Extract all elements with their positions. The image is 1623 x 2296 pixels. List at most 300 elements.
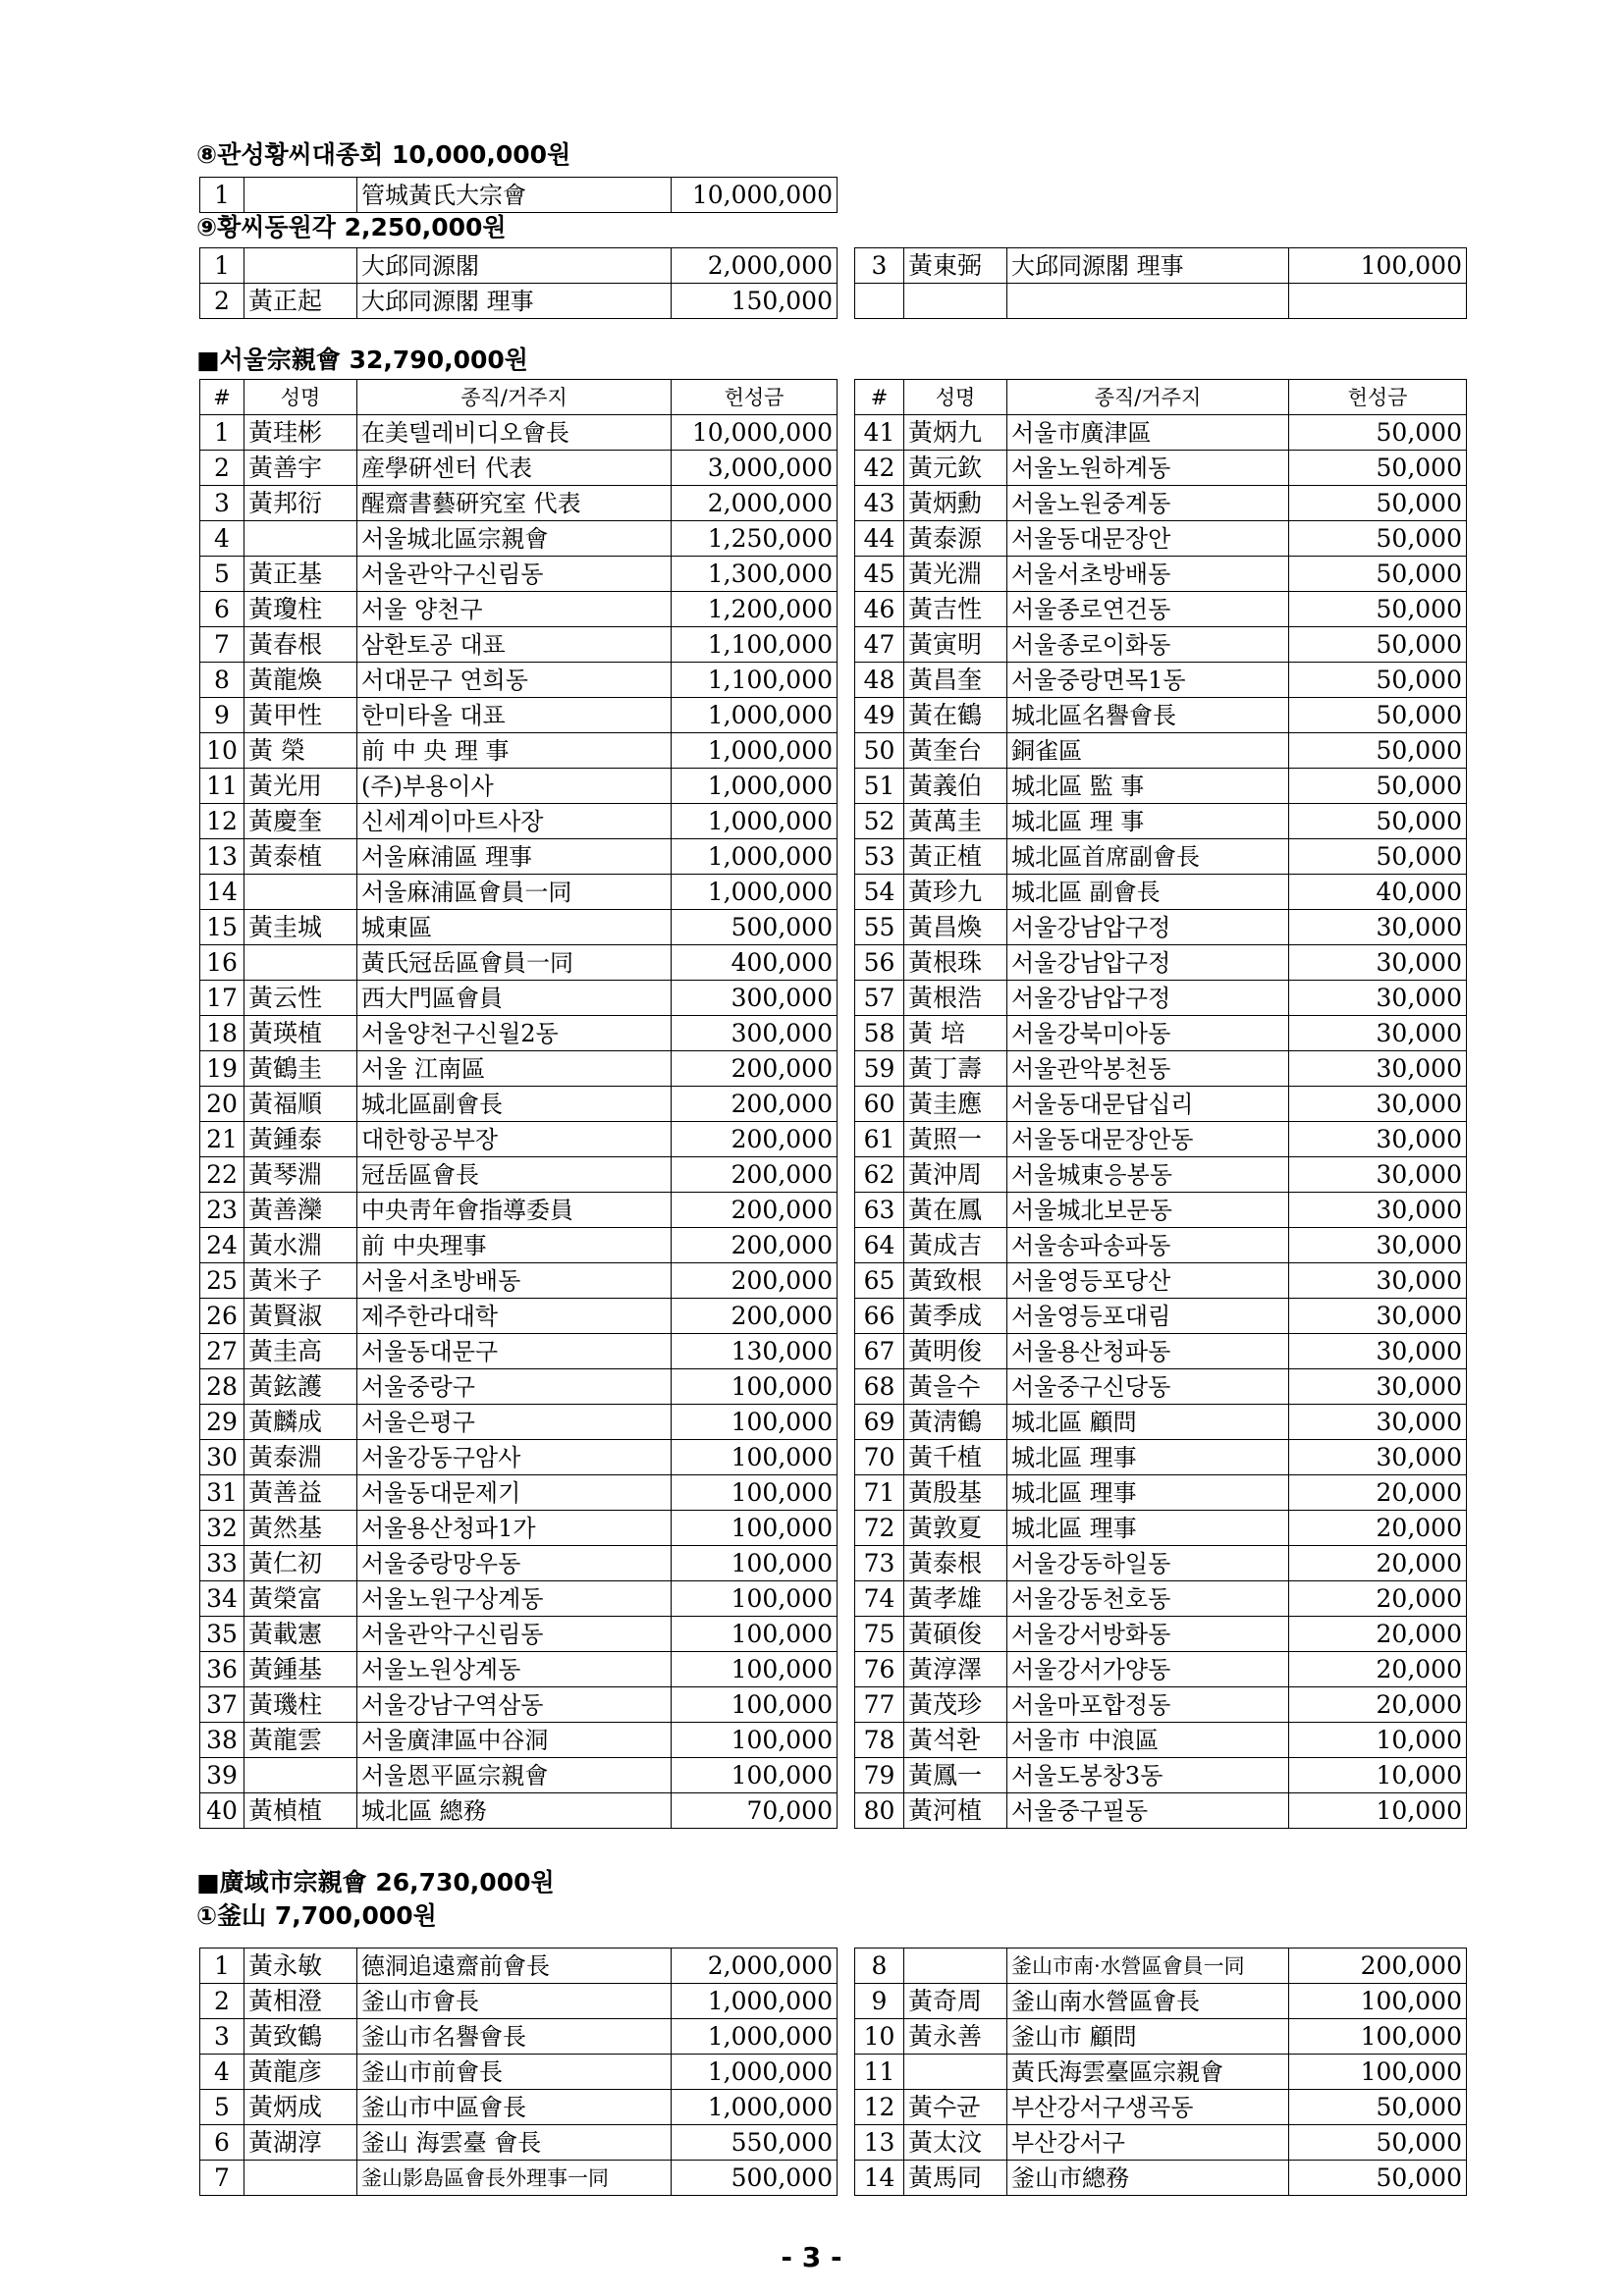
cell-amount: 30,000 [1289,1122,1467,1157]
column-gap [838,981,855,1016]
cell-name: 黃을수 [904,1369,1007,1405]
table-row [200,2090,1467,2125]
cell-affiliation: 서울강서방화동 [1007,1617,1289,1652]
cell-amount: 10,000,000 [672,415,838,451]
cell-affiliation: 서울동대문구 [357,1334,672,1369]
cell-number: 26 [200,1299,244,1334]
cell-affiliation: 釜山南水營區會長 [1007,1984,1289,2019]
cell-number: 46 [855,592,904,627]
cell-affiliation: 서울강남구역삼동 [357,1687,672,1723]
cell-number: 60 [855,1087,904,1122]
table-row [200,415,1467,451]
cell-number: 54 [855,875,904,910]
cell-amount: 100,000 [672,1369,838,1405]
cell-amount: 400,000 [672,945,838,981]
cell-amount: 150,000 [672,284,838,319]
cell-number: 35 [200,1617,244,1652]
cell-amount: 30,000 [1289,945,1467,981]
cell-name: 黃馬同 [904,2161,1007,2196]
cell-amount: 100,000 [672,1581,838,1617]
cell-amount: 1,000,000 [672,804,838,839]
table-row [200,1793,1467,1829]
cell-number: 30 [200,1440,244,1475]
cell-affiliation: 서울용산청파동 [1007,1334,1289,1369]
cell-name: 黃萬圭 [904,804,1007,839]
cell-name: 黃仁初 [244,1546,357,1581]
cell-affiliation: 서울서초방배동 [357,1263,672,1299]
cell-amount: 10,000 [1289,1758,1467,1793]
column-gap [838,1369,855,1405]
table-row [200,1758,1467,1793]
cell-number: 76 [855,1652,904,1687]
cell-number: 32 [200,1511,244,1546]
column-gap [838,1228,855,1263]
cell-affiliation: 釜山市前會長 [357,2055,672,2090]
cell-number: 69 [855,1405,904,1440]
cell-name: 黃根浩 [904,981,1007,1016]
cell-affiliation: 부산강서구생곡동 [1007,2090,1289,2125]
cell-number: 40 [200,1793,244,1829]
column-gap [838,2055,855,2090]
cell-name: 黃然基 [244,1511,357,1546]
cell-amount: 100,000 [672,1617,838,1652]
cell-name: 黃 榮 [244,733,357,769]
cell-name [244,2161,357,2196]
cell-number: 14 [200,875,244,910]
cell-name: 黃璣柱 [244,1687,357,1723]
column-gap [838,1546,855,1581]
cell-amount: 20,000 [1289,1617,1467,1652]
cell-amount: 30,000 [1289,910,1467,945]
cell-number: 10 [200,733,244,769]
cell-amount: 200,000 [1289,1949,1467,1984]
cell-number: 62 [855,1157,904,1193]
cell-affiliation: 서울관악봉천동 [1007,1051,1289,1087]
cell-number: 6 [200,592,244,627]
cell-number: 12 [855,2090,904,2125]
cell-amount: 200,000 [672,1157,838,1193]
cell-number: 22 [200,1157,244,1193]
cell-affiliation: 서울노원하계동 [1007,451,1289,486]
cell-affiliation: 醒齋書藝硏究室 代表 [357,486,672,521]
table-row [200,1228,1467,1263]
cell-affiliation: 서울강서가양동 [1007,1652,1289,1687]
cell-amount: 100,000 [672,1405,838,1440]
cell-affiliation: 冠岳區會長 [357,1157,672,1193]
cell-number: 58 [855,1016,904,1051]
cell-name: 黃淳澤 [904,1652,1007,1687]
cell-affiliation: 서울노원중계동 [1007,486,1289,521]
cell-amount: 200,000 [672,1299,838,1334]
table-row [200,875,1467,910]
cell-amount: 100,000 [672,1511,838,1546]
cell-amount: 1,250,000 [672,521,838,557]
table-row [200,2125,1467,2161]
cell-amount: 100,000 [672,1652,838,1687]
cell-affiliation: 서대문구 연희동 [357,663,672,698]
cell-number: 56 [855,945,904,981]
cell-number: 39 [200,1758,244,1793]
cell-amount [1289,284,1467,319]
cell-number: 63 [855,1193,904,1228]
cell-number: 13 [855,2125,904,2161]
table-row [200,451,1467,486]
table-row [200,733,1467,769]
section-title-seoul: ■서울宗親會 32,790,000원 [196,346,528,374]
cell-number: 12 [200,804,244,839]
cell-name [244,178,357,213]
cell-amount: 50,000 [1289,451,1467,486]
cell-number: 23 [200,1193,244,1228]
cell-number: 31 [200,1475,244,1511]
cell-name: 黃相澄 [244,1984,357,2019]
cell-amount: 100,000 [1289,248,1467,284]
cell-name: 黃千植 [904,1440,1007,1475]
cell-amount: 50,000 [1289,557,1467,592]
column-gap [838,1299,855,1334]
column-gap [838,1440,855,1475]
cell-name: 黃龍煥 [244,663,357,698]
cell-affiliation: 서울市廣津區 [1007,415,1289,451]
column-gap [838,1687,855,1723]
cell-amount: 100,000 [672,1475,838,1511]
cell-number: 1 [200,248,244,284]
cell-amount: 100,000 [672,1758,838,1793]
cell-name: 黃榮富 [244,1581,357,1617]
cell-number: 5 [200,557,244,592]
cell-name: 黃米子 [244,1263,357,1299]
cell-number: 7 [200,2161,244,2196]
table-row [200,663,1467,698]
cell-amount: 1,200,000 [672,592,838,627]
cell-affiliation: 서울강남압구정 [1007,981,1289,1016]
cell-name: 黃元欽 [904,451,1007,486]
column-gap [838,1016,855,1051]
table-row [200,1334,1467,1369]
cell-affiliation: 城北區 理事 [1007,1475,1289,1511]
table-header-row [200,380,1467,415]
cell-amount: 1,000,000 [672,1984,838,2019]
cell-amount: 2,000,000 [672,248,838,284]
cell-name: 黃永敏 [244,1949,357,1984]
column-gap [838,1511,855,1546]
cell-affiliation: 釜山市名譽會長 [357,2019,672,2055]
cell-affiliation: 釜山市會長 [357,1984,672,2019]
cell-name: 黃季成 [904,1299,1007,1334]
cell-affiliation: 서울 양천구 [357,592,672,627]
cell-name: 黃泰植 [244,839,357,875]
cell-name: 黃석환 [904,1723,1007,1758]
cell-name [904,1949,1007,1984]
cell-name: 黃明俊 [904,1334,1007,1369]
table-row [200,1122,1467,1157]
cell-amount: 30,000 [1289,981,1467,1016]
cell-name: 黃丁壽 [904,1051,1007,1087]
cell-number: 80 [855,1793,904,1829]
table-row [200,1299,1467,1334]
cell-number: 1 [200,415,244,451]
section-title-busan: ①釜山 7,700,000원 [196,1901,437,1930]
cell-amount: 30,000 [1289,1299,1467,1334]
cell-amount: 2,000,000 [672,1949,838,1984]
cell-number: 75 [855,1617,904,1652]
cell-amount: 10,000 [1289,1793,1467,1829]
cell-amount: 30,000 [1289,1440,1467,1475]
cell-name: 黃龍彦 [244,2055,357,2090]
cell-name: 黃수균 [904,2090,1007,2125]
cell-number: 52 [855,804,904,839]
cell-affiliation: 서울영등포대림 [1007,1299,1289,1334]
cell-affiliation: 서울마포합정동 [1007,1687,1289,1723]
cell-number: 59 [855,1051,904,1087]
cell-number: 47 [855,627,904,663]
cell-affiliation: 西大門區會員 [357,981,672,1016]
column-gap [838,663,855,698]
cell-number: 57 [855,981,904,1016]
cell-number: 10 [855,2019,904,2055]
column-gap [838,733,855,769]
cell-name: 黃珪彬 [244,415,357,451]
cell-number: 3 [855,248,904,284]
cell-name: 黃沖周 [904,1157,1007,1193]
table-row [200,1016,1467,1051]
cell-amount: 30,000 [1289,1228,1467,1263]
cell-affiliation: 大邱同源閣 理事 [357,284,672,319]
cell-amount: 30,000 [1289,1157,1467,1193]
cell-affiliation: 서울恩平區宗親會 [357,1758,672,1793]
table-row [200,839,1467,875]
cell-amount: 200,000 [672,1263,838,1299]
cell-amount: 500,000 [672,910,838,945]
column-gap [838,284,855,319]
cell-affiliation: 서울市 中浪區 [1007,1723,1289,1758]
cell-affiliation: 서울동대문장안동 [1007,1122,1289,1157]
cell-affiliation: 大邱同源閣 [357,248,672,284]
cell-amount: 50,000 [1289,627,1467,663]
cell-affiliation: 서울강동하일동 [1007,1546,1289,1581]
section-title-dongwongak: ⑨황씨동원각 2,250,000원 [196,213,507,241]
cell-amount: 200,000 [672,1087,838,1122]
cell-amount: 1,000,000 [672,875,838,910]
cell-number: 61 [855,1122,904,1157]
cell-number: 5 [200,2090,244,2125]
cell-amount: 100,000 [1289,2055,1467,2090]
cell-affiliation [1007,284,1289,319]
cell-name: 黃鍾泰 [244,1122,357,1157]
cell-amount: 1,000,000 [672,2055,838,2090]
cell-name: 黃鍾基 [244,1652,357,1687]
cell-affiliation: 釜山市 顧問 [1007,2019,1289,2055]
cell-name: 黃正基 [244,557,357,592]
cell-number: 44 [855,521,904,557]
cell-amount: 30,000 [1289,1087,1467,1122]
cell-number: 21 [200,1122,244,1157]
column-header: 종직/거주지 [1007,380,1289,415]
column-gap [838,1617,855,1652]
cell-affiliation: 城東區 [357,910,672,945]
cell-name: 黃致根 [904,1263,1007,1299]
column-gap [838,2161,855,2196]
cell-name: 黃碩俊 [904,1617,1007,1652]
cell-affiliation: 釜山市南·水營區會員一同 [1007,1949,1289,1984]
table-row [200,521,1467,557]
cell-amount: 100,000 [672,1687,838,1723]
cell-number: 38 [200,1723,244,1758]
cell-amount: 50,000 [1289,2161,1467,2196]
column-gap [838,486,855,521]
cell-name: 黃昌煥 [904,910,1007,945]
cell-affiliation: 서울城東응봉동 [1007,1157,1289,1193]
table-row [200,1475,1467,1511]
table-row [200,1723,1467,1758]
cell-amount: 3,000,000 [672,451,838,486]
column-gap [838,1723,855,1758]
column-header: 성명 [904,380,1007,415]
cell-amount: 200,000 [672,1122,838,1157]
table-row [200,248,1467,284]
cell-affiliation: 서울중구신당동 [1007,1369,1289,1405]
cell-number: 73 [855,1546,904,1581]
cell-affiliation: 城北區 監 事 [1007,769,1289,804]
cell-number: 1 [200,1949,244,1984]
cell-amount: 100,000 [672,1546,838,1581]
table-row [200,769,1467,804]
cell-number: 9 [200,698,244,733]
cell-amount: 20,000 [1289,1511,1467,1546]
cell-affiliation: 서울송파송파동 [1007,1228,1289,1263]
table-row [200,627,1467,663]
cell-affiliation: 釜山市中區會長 [357,2090,672,2125]
cell-affiliation: 城北區 顧問 [1007,1405,1289,1440]
cell-name: 黃在鶴 [904,698,1007,733]
cell-amount: 200,000 [672,1228,838,1263]
column-gap [838,1087,855,1122]
cell-affiliation: 서울城北보문동 [1007,1193,1289,1228]
cell-name: 黃水淵 [244,1228,357,1263]
cell-number: 9 [855,1984,904,2019]
cell-name: 黃炳勳 [904,486,1007,521]
column-gap [838,910,855,945]
cell-amount: 20,000 [1289,1652,1467,1687]
table-row [200,2055,1467,2090]
cell-number: 53 [855,839,904,875]
cell-affiliation: 德洞追遠齋前會長 [357,1949,672,1984]
cell-affiliation: 城北區 理 事 [1007,804,1289,839]
cell-affiliation: 黃氏海雲臺區宗親會 [1007,2055,1289,2090]
cell-name: 黃龍雲 [244,1723,357,1758]
column-gap [838,945,855,981]
cell-number: 11 [200,769,244,804]
cell-amount: 50,000 [1289,415,1467,451]
cell-amount: 20,000 [1289,1546,1467,1581]
cell-affiliation: 서울관악구신림동 [357,557,672,592]
cell-amount: 200,000 [672,1051,838,1087]
column-gap [838,1334,855,1369]
table-row [200,1087,1467,1122]
cell-name: 黃泰淵 [244,1440,357,1475]
cell-amount: 1,000,000 [672,733,838,769]
cell-affiliation: 서울종로연건동 [1007,592,1289,627]
cell-amount: 10,000 [1289,1723,1467,1758]
cell-name: 黃鳳一 [904,1758,1007,1793]
cell-amount: 30,000 [1289,1369,1467,1405]
section-title-gwangyeok: ■廣域市宗親會 26,730,000원 [196,1868,555,1896]
column-gap [838,1193,855,1228]
cell-affiliation: 管城黃氏大宗會 [357,178,672,213]
column-gap [838,1051,855,1087]
cell-amount: 1,300,000 [672,557,838,592]
column-gap [838,521,855,557]
cell-name: 黃楨植 [244,1793,357,1829]
table-row [200,1687,1467,1723]
cell-number: 3 [200,486,244,521]
cell-name: 黃賢淑 [244,1299,357,1334]
cell-number: 48 [855,663,904,698]
table-row [200,1511,1467,1546]
table-row [200,910,1467,945]
cell-affiliation: 서울중랑망우동 [357,1546,672,1581]
cell-affiliation: 中央靑年會指導委員 [357,1193,672,1228]
cell-number: 17 [200,981,244,1016]
cell-number: 33 [200,1546,244,1581]
cell-name: 黃珍九 [904,875,1007,910]
cell-name: 黃奇周 [904,1984,1007,2019]
cell-number: 14 [855,2161,904,2196]
cell-number: 51 [855,769,904,804]
cell-number: 49 [855,698,904,733]
table-row [200,1440,1467,1475]
table-row [200,804,1467,839]
cell-number: 3 [200,2019,244,2055]
cell-name: 黃瑛植 [244,1016,357,1051]
cell-name: 黃善灤 [244,1193,357,1228]
cell-affiliation: 서울城北區宗親會 [357,521,672,557]
cell-affiliation: 釜山 海雲臺 會長 [357,2125,672,2161]
cell-name: 黃成吉 [904,1228,1007,1263]
cell-affiliation: 대한항공부장 [357,1122,672,1157]
cell-amount: 50,000 [1289,769,1467,804]
cell-number: 24 [200,1228,244,1263]
column-gap [838,248,855,284]
table-row [200,1263,1467,1299]
cell-name: 黃福順 [244,1087,357,1122]
table-row [200,1652,1467,1687]
cell-number: 36 [200,1652,244,1687]
cell-number: 20 [200,1087,244,1122]
cell-affiliation: 서울동대문장안 [1007,521,1289,557]
cell-number: 25 [200,1263,244,1299]
cell-name: 黃琴淵 [244,1157,357,1193]
cell-affiliation: 前 中 央 理 事 [357,733,672,769]
cell-number: 67 [855,1334,904,1369]
table-row [200,2161,1467,2196]
cell-affiliation: 서울廣津區中谷洞 [357,1723,672,1758]
cell-affiliation: 서울강북미아동 [1007,1016,1289,1051]
cell-affiliation: 서울관악구신림동 [357,1617,672,1652]
cell-amount: 100,000 [672,1723,838,1758]
cell-name: 黃孝雄 [904,1581,1007,1617]
column-gap [838,451,855,486]
column-gap [838,1263,855,1299]
cell-affiliation: 産學硏센터 代表 [357,451,672,486]
cell-name: 黃泰源 [904,521,1007,557]
cell-amount: 30,000 [1289,1334,1467,1369]
table-row [200,698,1467,733]
table-row [200,1051,1467,1087]
cell-affiliation: 서울麻浦區會員一同 [357,875,672,910]
cell-number: 13 [200,839,244,875]
cell-amount: 50,000 [1289,733,1467,769]
